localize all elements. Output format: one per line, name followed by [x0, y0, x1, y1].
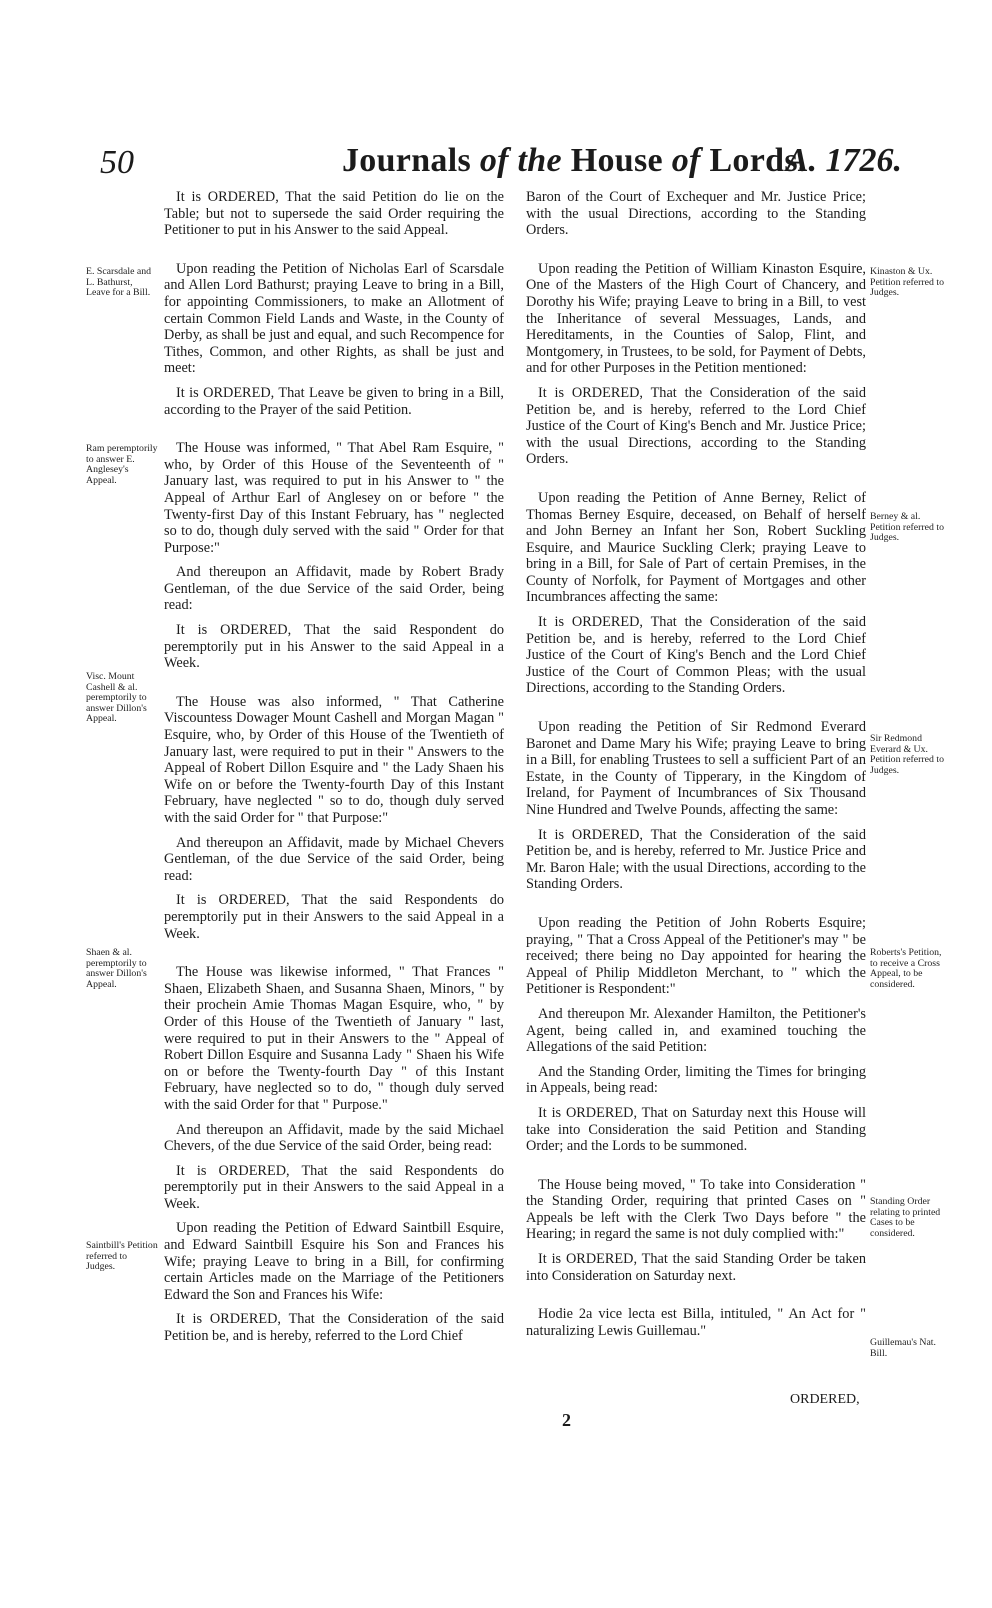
- paragraph: The House was likewise informed, " That Frances " Shaen, Elizabeth Shaen, and Susanna Shaen, Minors, " by their prochein Amie Thomas Magan Esquire, who, " by Order of this House of the Twentieth of January " last, were required to put in their Answers to the " Appeal of Robert Dillon Esquire and Susanna Lady " Shaen his Wife on or before the Twenty-fourth Day " of this Instant February, have neglected so to do, " though duly served with the said Order for that " Purpose.": [164, 964, 504, 1113]
- margin-note-ram: Ram peremptorily to answer E. Anglesey's Appeal.: [86, 443, 158, 486]
- paragraph: It is ORDERED, That the said Standing Order be taken into Consideration on Saturday next.: [526, 1251, 866, 1284]
- margin-note-standing-order: Standing Order relating to printed Cases to be considered.: [870, 1196, 941, 1239]
- margin-note-shaen: Shaen & al. peremptorily to answer Dillon's Appeal.: [86, 947, 147, 990]
- page-number: 50: [100, 144, 134, 181]
- margin-note-guillemau: Guillemau's Nat. Bill.: [870, 1337, 936, 1359]
- paragraph: The House was also informed, " That Catherine Viscountess Dowager Mount Cashell and Morgan Magan " Esquire, who, by Order of this House of the Twentieth of January last, were required to put in their " Answers to the Appeal of Robert Dillon Esquire and " the Lady Shaen his Wife on or before the Twenty-fourth Day of this Instant February, have neglected " so to do, though duly served with the said Order for " that Purpose:": [164, 693, 504, 826]
- margin-note-saintbill: Saintbill's Petition referred to Judges.: [86, 1240, 158, 1273]
- title-word-house: House: [570, 142, 663, 179]
- paragraph: The House being moved, " To take into Consideration " the Standing Order, requiring that printed Cases on " Appeals be left with the Clerk Two Days before " the Hearing; in regard the same is not duly complied with:": [526, 1176, 866, 1243]
- paragraph: Upon reading the Petition of Edward Saintbill Esquire, and Edward Saintbill Esquire his Son and Frances his Wife; praying Leave to bring in a Bill, for confirming certain Articles made on the Marriage of the Petitioners Edward the Son and Frances his Wife:: [164, 1220, 504, 1303]
- paragraph: Hodie 2a vice lecta est Billa, intituled, " An Act for " naturalizing Lewis Guillemau.": [526, 1306, 866, 1339]
- catchword: ORDERED,: [790, 1392, 860, 1407]
- left-column: [164, 189, 504, 1353]
- margin-note-everard: Sir Redmond Everard & Ux. Petition referred to Judges.: [870, 733, 944, 776]
- paragraph: It is ORDERED, That the Consideration of the said Petition be, and is hereby, referred to the Lord Chief Justice of the Court of King's Bench and Mr. Justice Price; with the usual Directions, according to the Standing Orders.: [526, 384, 866, 468]
- title-word-of-the: of the: [479, 142, 562, 179]
- running-title: [342, 142, 807, 180]
- margin-note-mount-cashell: Visc. Mount Cashell & al. peremptorily to answer Dillon's Appeal.: [86, 671, 147, 725]
- paragraph: Upon reading the Petition of Anne Berney, Relict of Thomas Berney Esquire, deceased, on Behalf of herself and John Berney an Infant her Son, Robert Suckling Esquire, and Maurice Suckling Clerk; praying Leave to bring in a Bill, for Sale of Part of certain Premises, in the County of Norfolk, for Payment of Mortgages and other Incumbrances affecting the same:: [526, 489, 866, 606]
- paragraph: Upon reading the Petition of William Kinaston Esquire, One of the Masters of the High Court of Chancery, and Dorothy his Wife; praying Leave to bring in a Bill, to vest the Inheritance of several Messuages, Lands, and Hereditaments, in the Counties of Salop, Flint, and Montgomery, in Trustees, to be sold, for Payment of Debts, and for other Purposes in the Petition mentioned:: [526, 260, 866, 377]
- title-word-journals: Journals: [342, 142, 471, 179]
- margin-note-berney: Berney & al. Petition referred to Judges.: [870, 511, 944, 544]
- margin-note-roberts: Roberts's Petition, to receive a Cross Appeal, to be considered.: [870, 947, 942, 990]
- signature-mark: 2: [562, 1410, 571, 1430]
- right-column: [526, 189, 866, 1347]
- paragraph: And thereupon Mr. Alexander Hamilton, the Petitioner's Agent, being called in, and examined touching the Allegations of the said Petition:: [526, 1005, 866, 1056]
- paragraph: Upon reading the Petition of Nicholas Earl of Scarsdale and Allen Lord Bathurst; praying Leave to bring in a Bill, for appointing Commissioners, to make an Allotment of certain Common Field Lands and Waste, in the County of Derby, as shall be just and equal, and such Recompence for Tithes, Common, and other Rights, as shall be just and meet:: [164, 260, 504, 377]
- running-header: [90, 134, 910, 190]
- paragraph: It is ORDERED, That the Consideration of the said Petition be, and is hereby, referred to the Lord Chief Justice of the Court of King's Bench and the Lord Chief Justice of the Court of Common Pleas; with the usual Directions, according to the Standing Orders.: [526, 614, 866, 697]
- paragraph: And thereupon an Affidavit, made by Robert Brady Gentleman, of the due Service of the said Order, being read:: [164, 564, 504, 614]
- title-word-of: of: [671, 142, 701, 179]
- paragraph: And the Standing Order, limiting the Times for bringing in Appeals, being read:: [526, 1063, 866, 1097]
- paragraph: It is ORDERED, That the said Respondents do peremptorily put in their Answers to the said Appeal in a Week.: [164, 892, 504, 942]
- margin-note-kinaston: Kinaston & Ux. Petition referred to Judges.: [870, 266, 944, 299]
- paragraph: And thereupon an Affidavit, made by Michael Chevers Gentleman, of the due Service of the said Order, being read:: [164, 834, 504, 884]
- margin-note-scarsdale: E. Scarsdale and L. Bathurst, Leave for a Bill.: [86, 266, 152, 299]
- paragraph: And thereupon an Affidavit, made by the said Michael Chevers, of the due Service of the said Order, being read:: [164, 1121, 504, 1155]
- paragraph: It is ORDERED, That Leave be given to bring in a Bill, according to the Prayer of the said Petition.: [164, 384, 504, 418]
- paragraph: The House was informed, " That Abel Ram Esquire, " who, by Order of this House of the Seventeenth of " January last, was required to put in his Answer to " the Appeal of Arthur Earl of Anglesey on or before " the Twenty-first Day of this Instant February, has " neglected so to do, though duly served with the said " Order for that Purpose:": [164, 440, 504, 556]
- year: A. 1726.: [785, 142, 902, 179]
- paragraph: It is ORDERED, That the Consideration of the said Petition be, and is hereby, referred to Mr. Justice Price and Mr. Baron Hale; with the usual Directions, according to the Standing Orders.: [526, 826, 866, 893]
- paragraph: It is ORDERED, That the Consideration of the said Petition be, and is hereby, referred to the Lord Chief: [164, 1311, 504, 1345]
- paragraph: Upon reading the Petition of Sir Redmond Everard Baronet and Dame Mary his Wife; praying Leave to bring in a Bill, for enabling Trustees to sell a sufficient Part of an Estate, in the County of Tipperary, in the Kingdom of Ireland, for Payment of Incumbrances of Six Thousand Nine Hundred and Twelve Pounds, affecting the same:: [526, 719, 866, 818]
- paragraph: It is ORDERED, That on Saturday next this House will take into Consideration the said Petition and Standing Order; and the Lords to be summoned.: [526, 1104, 866, 1155]
- paragraph: Upon reading the Petition of John Roberts Esquire; praying, " That a Cross Appeal of the Petitioner's may " be received; there being no Day appointed for hearing the Appeal of Philip Middleton Merchant, to " which the Petitioner is Respondent:": [526, 914, 866, 998]
- paragraph: It is ORDERED, That the said Respondent do peremptorily put in his Answer to the said Appeal in a Week.: [164, 622, 504, 672]
- paragraph: Baron of the Court of Exchequer and Mr. Justice Price; with the usual Directions, according to the Standing Orders.: [526, 189, 866, 239]
- paragraph: It is ORDERED, That the said Respondents do peremptorily put in their Answers to the said Appeal in a Week.: [164, 1162, 504, 1212]
- title-word-lords: Lords.: [709, 142, 807, 179]
- paragraph: It is ORDERED, That the said Petition do lie on the Table; but not to supersede the said Order requiring the Petitioner to put in his Answer to the said Appeal.: [164, 189, 504, 239]
